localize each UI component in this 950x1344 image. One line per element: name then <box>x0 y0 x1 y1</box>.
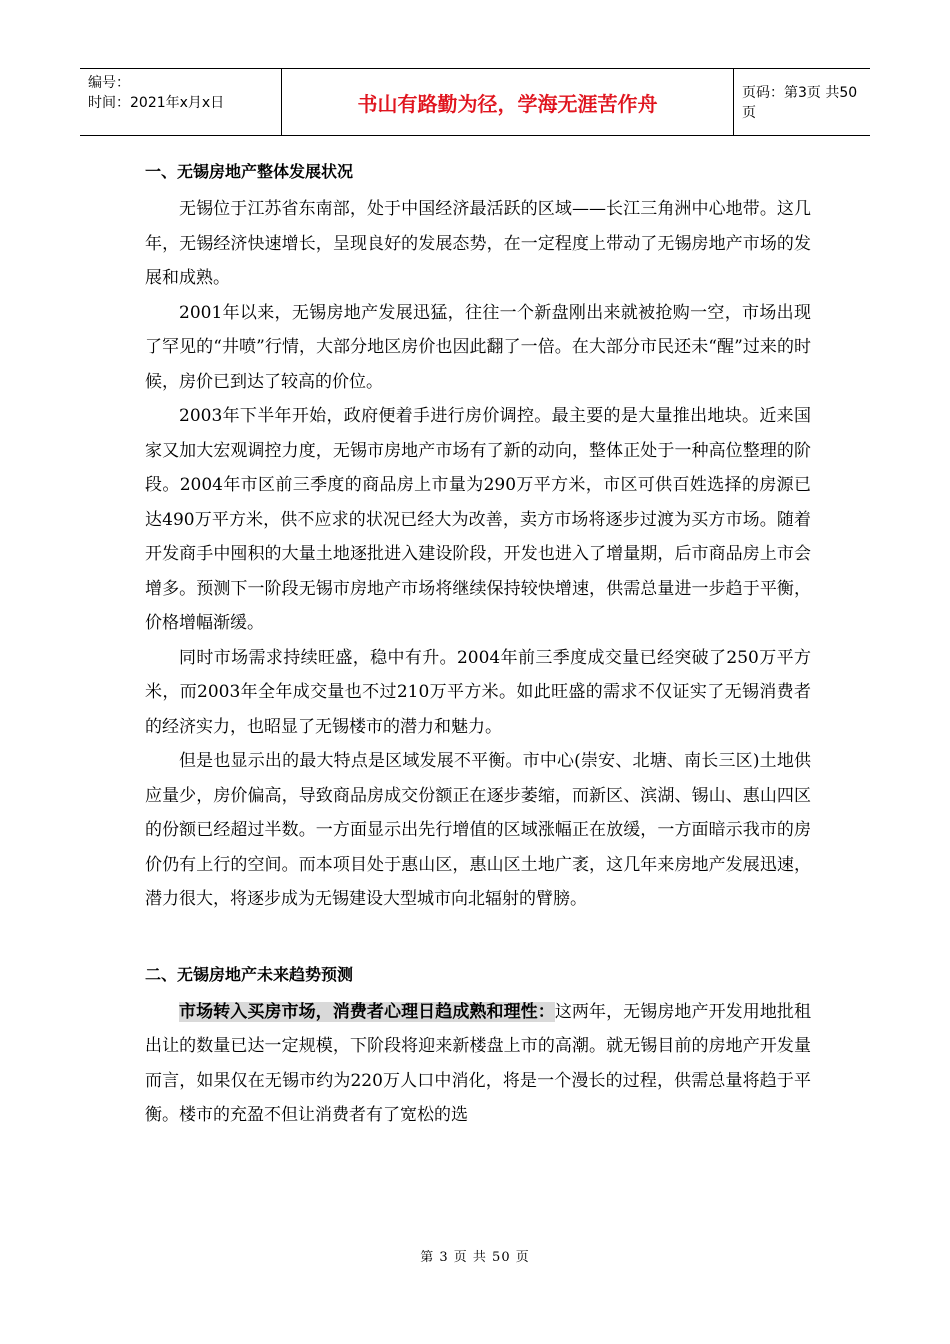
highlighted-lead-in: 市场转入买房市场，消费者心理日趋成熟和理性： <box>179 1001 555 1022</box>
section-spacer <box>145 917 811 955</box>
section-2-paragraph <box>145 995 811 1133</box>
section-1-paragraph: 2003年下半年开始，政府便着手进行房价调控。最主要的是大量推出地块。近来国家又加大宏观调控力度，无锡市房地产市场有了新的动向，整体正处于一种高位整理的阶段。2004年市区前三季度的商品房上市量为290万平方米，市区可供百姓选择的房源已达490万平方米，供不应求的状况已经大为改善，卖方市场将逐步过渡为买方市场。随着开发商手中囤积的大量土地逐批进入建设阶段，开发也进入了增量期，后市商品房上市会增多。预测下一阶段无锡市房地产市场将继续保持较快增速，供需总量进一步趋于平衡，价格增幅渐缓。 <box>145 406 811 633</box>
section-1-paragraph: 同时市场需求持续旺盛，稳中有升。2004年前三季度成交量已经突破了250万平方米，而2003年全年成交量也不过210万平方米。如此旺盛的需求不仅证实了无锡消费者的经济实力，也昭显了无锡楼市的潜力和魅力。 <box>145 647 811 737</box>
page-footer: 第 3 页 共 50 页 <box>420 1250 530 1265</box>
section-2-paragraph-text: 这两年，无锡房地产开发用地批租出让的数量已达一定规模，下阶段将迎来新楼盘上市的高潮。就无锡目前的房地产开发量而言，如果仅在无锡市约为220万人口中消化，将是一个漫长的过程，供需总量将趋于平衡。楼市的充盈不但让消费者有了宽松的选 <box>145 1001 812 1125</box>
section-1-heading: 一、无锡房地产整体发展状况 <box>145 162 354 181</box>
section-1-paragraph: 无锡位于江苏省东南部，处于中国经济最活跃的区域——长江三角洲中心地带。这几年，无锡经济快速增长，呈现良好的发展态势，在一定程度上带动了无锡房地产市场的发展和成熟。 <box>145 199 811 288</box>
document-number-label: 编号： <box>88 75 130 91</box>
document-body <box>145 152 811 1133</box>
section-2-heading: 二、无锡房地产未来趋势预测 <box>145 964 354 984</box>
header-motto: 书山有路勤为径，学海无涯苦作舟 <box>282 69 734 135</box>
header-meta-cell <box>80 69 282 135</box>
header-page-label: 页码：第3页 共50页 <box>742 85 858 121</box>
header-table <box>80 68 870 136</box>
section-1-paragraph: 2001年以来，无锡房地产发展迅猛，往往一个新盘刚出来就被抢购一空，市场出现了罕见的“井喷”行情，大部分地区房价也因此翻了一倍。在大部分市民还未“醒”过来的时候，房价已到达了较高的价位。 <box>145 302 811 392</box>
document-time-label: 时间：2021年x月x日 <box>88 95 225 111</box>
section-1-paragraph: 但是也显示出的最大特点是区域发展不平衡。市中心(崇安、北塘、南长三区)土地供应量少，房价偏高，导致商品房成交份额正在逐步萎缩，而新区、滨湖、锡山、惠山四区的份额已经超过半数。一方面显示出先行增值的区域涨幅正在放缓，一方面暗示我市的房价仍有上行的空间。而本项目处于惠山区，惠山区土地广袤，这几年来房地产发展迅速，潜力很大，将逐步成为无锡建设大型城市向北辐射的臂膀。 <box>145 751 811 909</box>
